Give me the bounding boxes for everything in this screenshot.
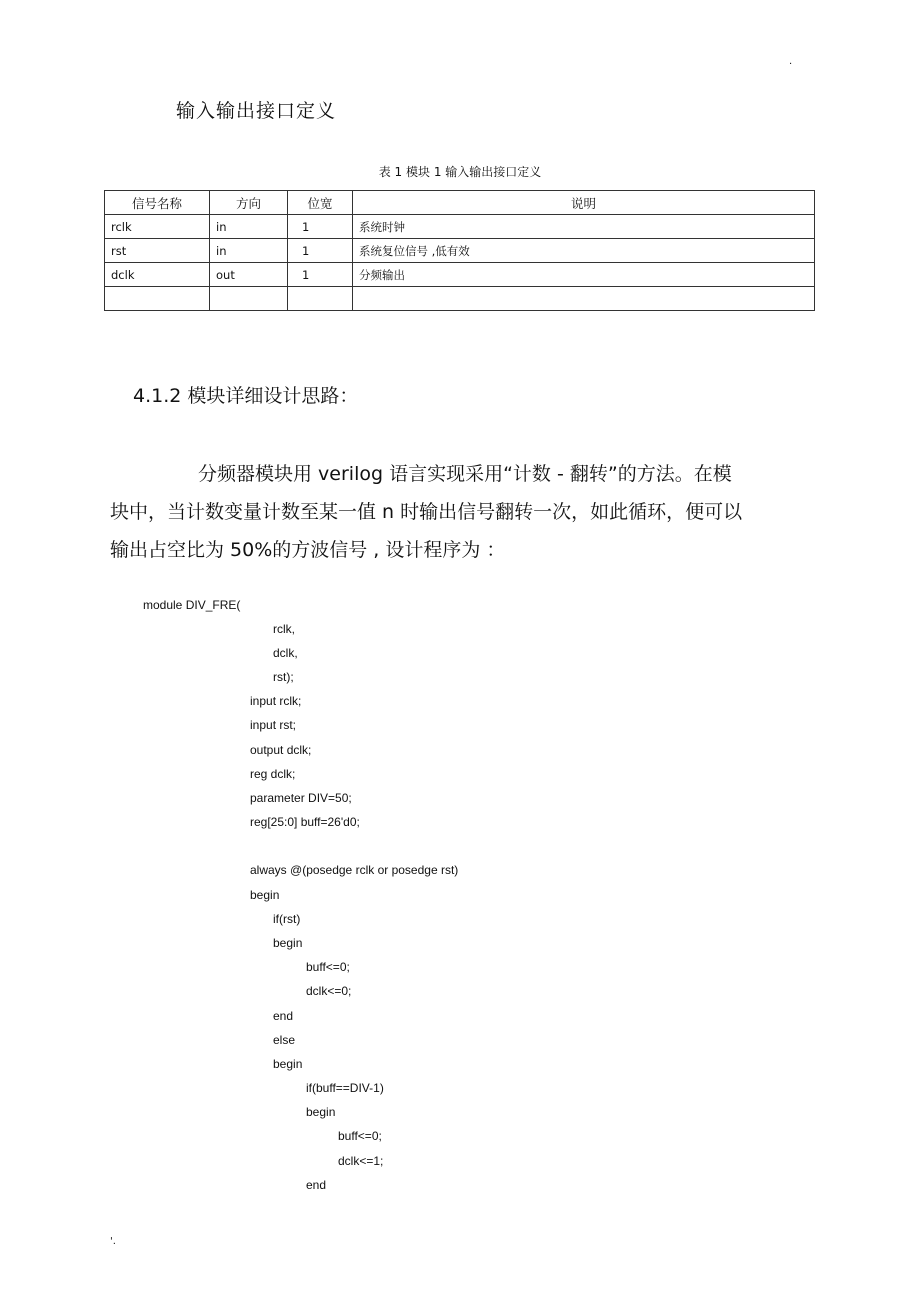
code-line: if(rst) <box>273 912 301 926</box>
paragraph-line: 分频器模块用 verilog 语言实现采用“计数 - 翻转”的方法。在模 <box>198 463 732 485</box>
code-line: parameter DIV=50; <box>250 791 352 805</box>
code-line: begin <box>273 936 303 950</box>
paragraph-line: 块中，当计数变量计数至某一值 n 时输出信号翻转一次，如此循环，便可以 <box>110 501 743 523</box>
code-line: rclk, <box>273 622 295 636</box>
cell-width: 1 <box>288 263 353 287</box>
code-line: reg dclk; <box>250 767 296 781</box>
code-line: always @(posedge rclk or posedge rst) <box>250 863 459 877</box>
cell-description: 系统时钟 <box>353 215 815 239</box>
paragraph-line: 输出占空比为 50%的方波信号 , 设计程序为 ： <box>110 539 506 561</box>
header-width: 位宽 <box>288 191 353 215</box>
code-line: if(buff==DIV-1) <box>306 1081 384 1095</box>
header-signal-name: 信号名称 <box>105 191 210 215</box>
code-line: else <box>273 1033 296 1047</box>
code-line: begin <box>273 1057 303 1071</box>
cell-signal: dclk <box>105 263 210 287</box>
code-line: end <box>306 1178 327 1192</box>
code-line: buff<=0; <box>338 1129 382 1143</box>
cell-signal: rst <box>105 239 210 263</box>
cell-description: 分频输出 <box>353 263 815 287</box>
cell-direction: in <box>210 239 288 263</box>
code-line: begin <box>306 1105 336 1119</box>
cell-width: 1 <box>288 215 353 239</box>
header-description: 说明 <box>353 191 815 215</box>
heading-io-definition: 输入输出接口定义 <box>176 100 337 122</box>
code-line: end <box>273 1009 294 1023</box>
table-row <box>105 263 815 287</box>
code-line: dclk<=0; <box>306 984 352 998</box>
code-line: dclk<=1; <box>338 1154 384 1168</box>
header-direction: 方向 <box>210 191 288 215</box>
code-line: rst); <box>273 670 294 684</box>
code-line: buff<=0; <box>306 960 350 974</box>
cell-width: 1 <box>288 239 353 263</box>
cell-description <box>353 287 815 311</box>
table-caption: 表 1 模块 1 输入输出接口定义 <box>378 165 542 179</box>
cell-direction: out <box>210 263 288 287</box>
io-interface-table <box>104 190 815 311</box>
code-line: input rclk; <box>250 694 302 708</box>
code-line: output dclk; <box>250 743 312 757</box>
cell-description: 系统复位信号 ,低有效 <box>353 239 815 263</box>
code-line: begin <box>250 888 280 902</box>
cell-direction <box>210 287 288 311</box>
code-line: reg[25:0] buff=26'd0; <box>250 815 360 829</box>
cell-width <box>288 287 353 311</box>
page-mark-bottom: '. <box>110 1236 116 1247</box>
table-row <box>105 215 815 239</box>
table-row-empty <box>105 287 815 311</box>
page-mark-top: . <box>789 56 793 67</box>
cell-direction: in <box>210 215 288 239</box>
code-line: input rst; <box>250 718 297 732</box>
code-line: dclk, <box>273 646 298 660</box>
design-paragraph <box>110 455 792 569</box>
cell-signal: rclk <box>105 215 210 239</box>
table-row <box>105 239 815 263</box>
section-title: 4.1.2 模块详细设计思路： <box>133 385 359 407</box>
cell-signal <box>105 287 210 311</box>
code-line: module DIV_FRE( <box>143 598 241 612</box>
table-header-row <box>105 191 815 215</box>
